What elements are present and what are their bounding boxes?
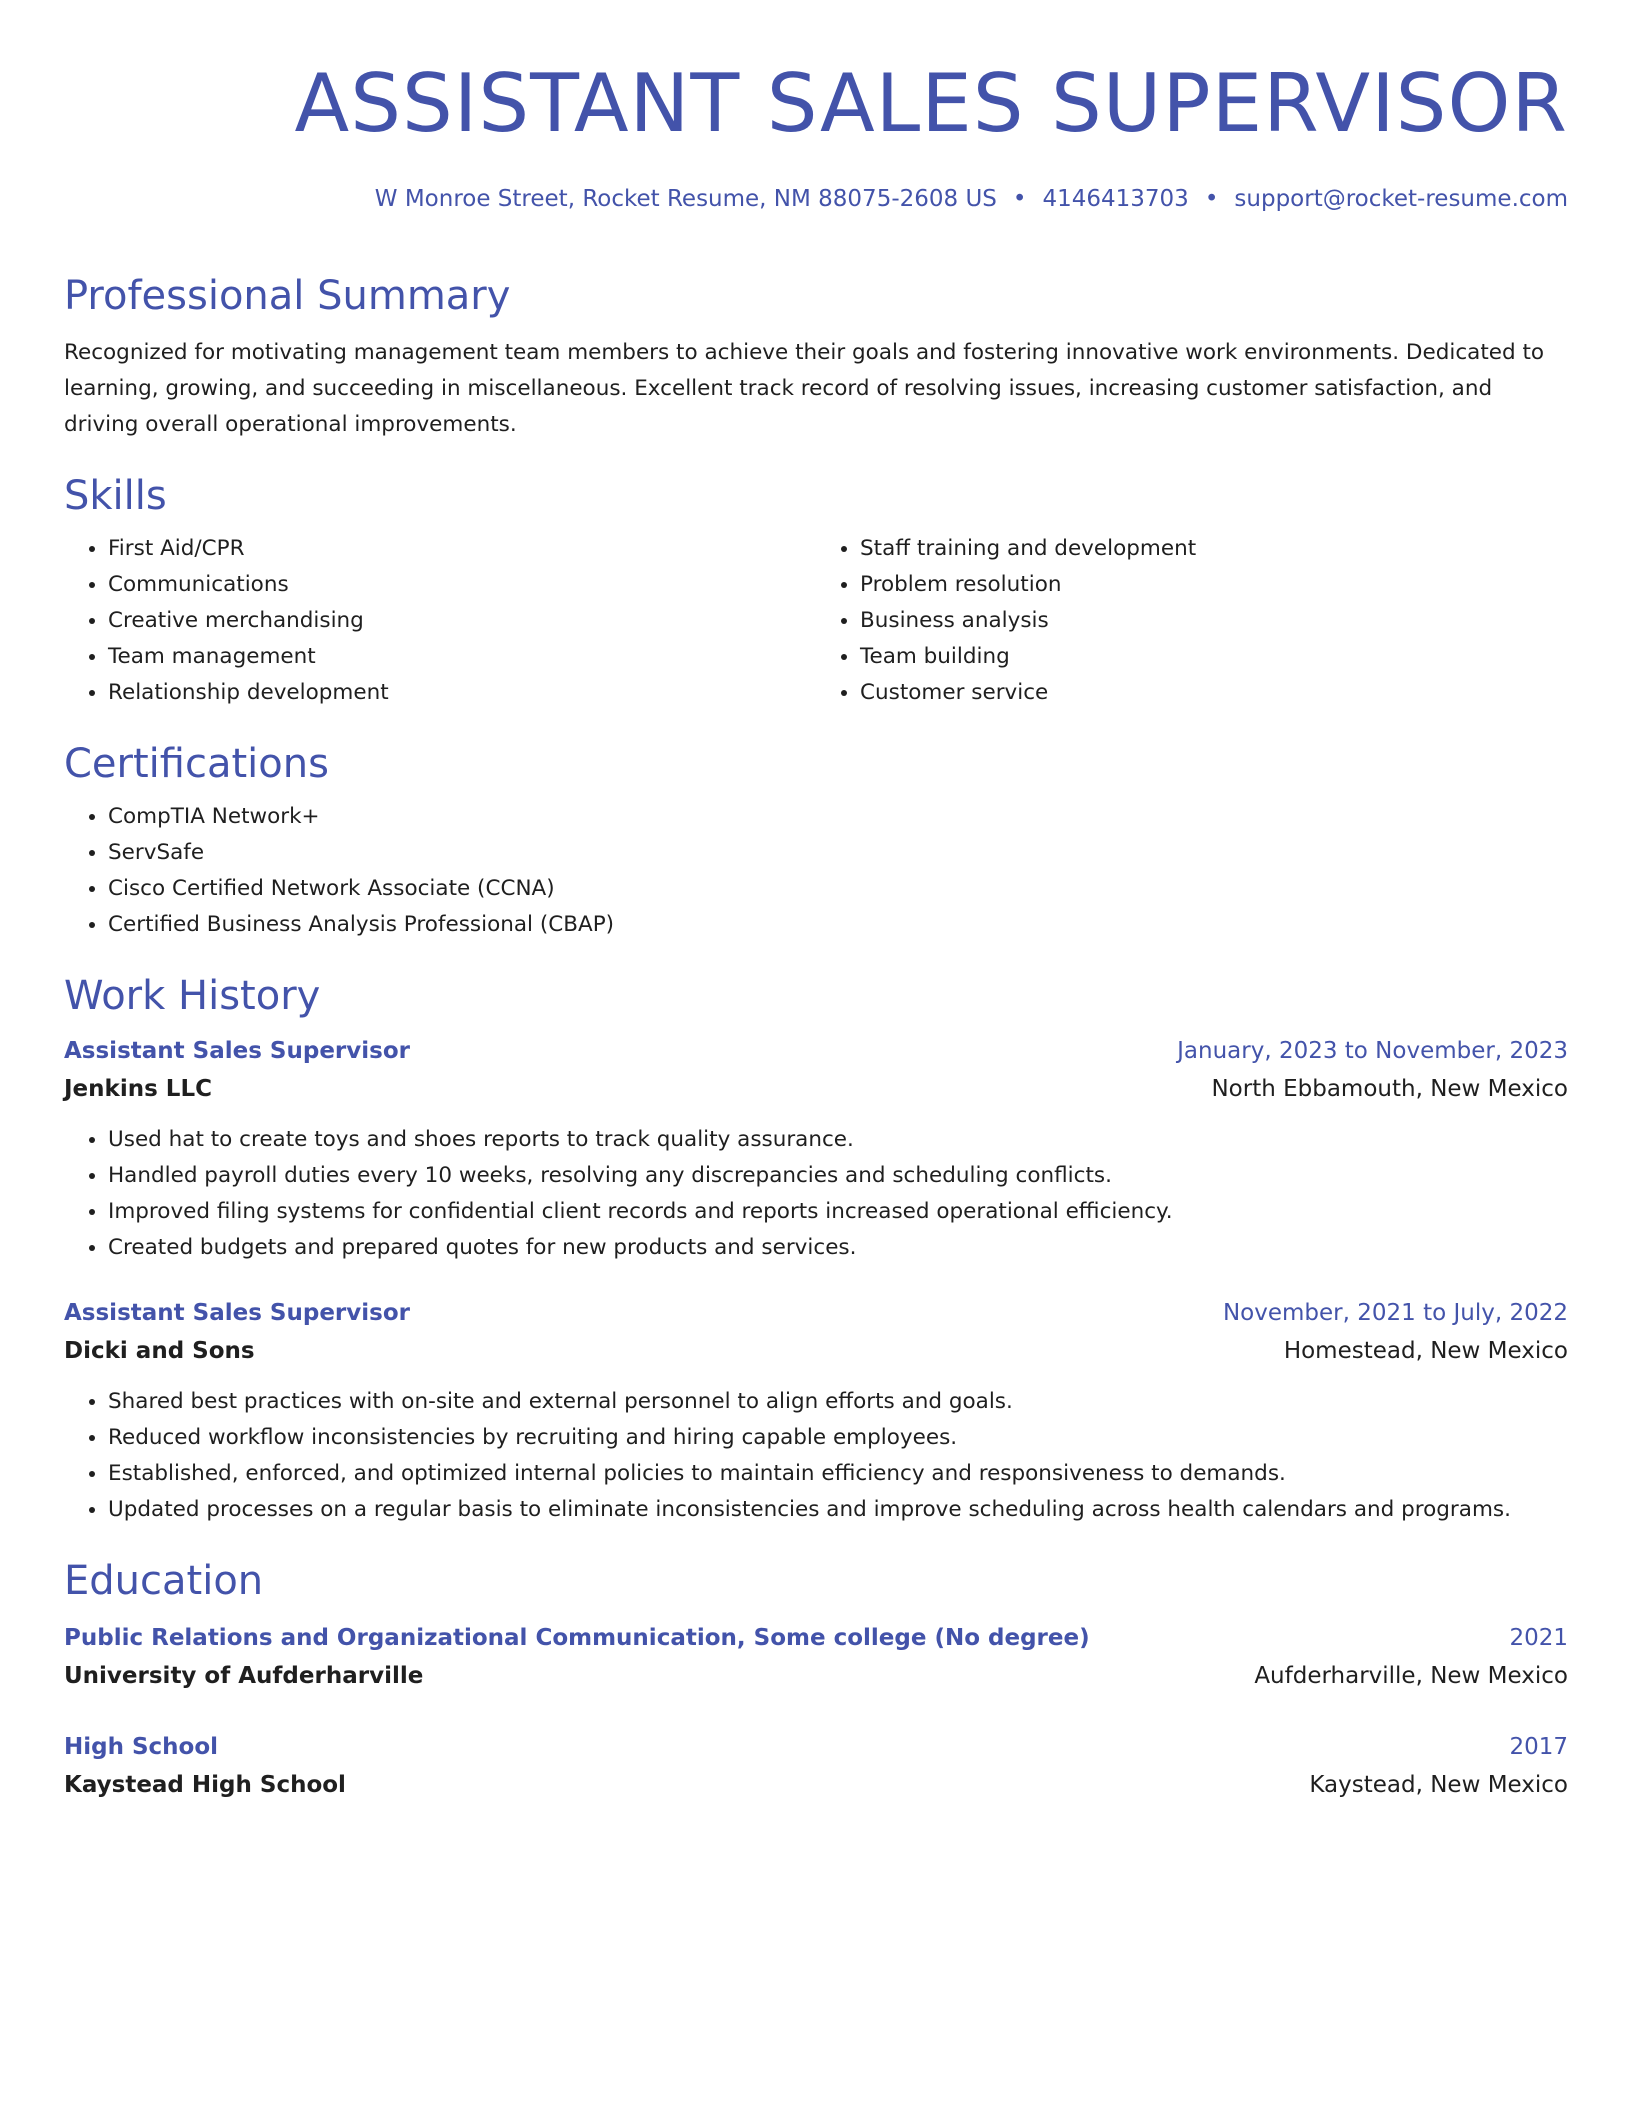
job-location: North Ebbamouth, New Mexico <box>1211 1076 1568 1102</box>
list-item: • Team management <box>108 639 816 675</box>
job-entry <box>64 1294 1568 1528</box>
contact-email[interactable]: support@rocket-resume.com <box>1234 186 1568 212</box>
contact-address: W Monroe Street, Rocket Resume, NM 88075-2608 US <box>374 186 997 212</box>
section-title-skills: Skills <box>64 473 167 519</box>
job-header-row <box>64 1032 1568 1070</box>
summary-text: Recognized for motivating management team members to achieve their goals and fostering innovative work environments. Dedicated to learning, growing, and succeeding in miscellaneous. Excellent track record of resolving issues, increasing customer satisfaction, and driving overall operational improvements. <box>64 340 1545 437</box>
education-school: Kaystead High School <box>64 1772 346 1798</box>
job-bullets <box>64 1384 1568 1528</box>
contact-separator: • <box>1204 186 1219 212</box>
list-item: • Problem resolution <box>860 567 1568 603</box>
list-item: • Improved filing systems for confidential client records and reports increased operational efficiency. <box>108 1194 1568 1230</box>
job-dates: January, 2023 to November, 2023 <box>1177 1038 1568 1064</box>
list-item: • Cisco Certified Network Associate (CCNA) <box>108 871 1568 907</box>
job-dates: November, 2021 to July, 2022 <box>1222 1300 1568 1326</box>
section-title-education: Education <box>64 1558 264 1604</box>
education-location: Aufderharville, New Mexico <box>1254 1663 1568 1689</box>
skills-grid <box>64 531 1568 711</box>
job-title: Assistant Sales Supervisor <box>64 1300 410 1326</box>
education-school-row <box>64 1657 1568 1695</box>
list-item: • Customer service <box>860 675 1568 711</box>
section-title-certifications: Certifications <box>64 741 329 787</box>
job-entry <box>64 1032 1568 1266</box>
list-item: • Certified Business Analysis Professional (CBAP) <box>108 907 1568 943</box>
education-degree: Public Relations and Organizational Communication, Some college (No degree) <box>64 1625 1090 1651</box>
job-title: Assistant Sales Supervisor <box>64 1038 410 1064</box>
education-entry <box>64 1728 1568 1804</box>
section-title-work-history: Work History <box>64 973 321 1019</box>
skills-list-left <box>64 531 816 711</box>
list-item: • Staff training and development <box>860 531 1568 567</box>
list-item: • Reduced workflow inconsistencies by recruiting and hiring capable employees. <box>108 1420 1568 1456</box>
list-item: • Created budgets and prepared quotes for new products and services. <box>108 1230 1568 1266</box>
contact-separator: • <box>1012 186 1027 212</box>
job-company: Dicki and Sons <box>64 1338 255 1364</box>
section-title-summary: Professional Summary <box>64 273 511 319</box>
list-item: • Communications <box>108 567 816 603</box>
list-item: • ServSafe <box>108 835 1568 871</box>
list-item: • Business analysis <box>860 603 1568 639</box>
list-item: • Creative merchandising <box>108 603 816 639</box>
list-item: • Handled payroll duties every 10 weeks, resolving any discrepancies and scheduling conflicts. <box>108 1158 1568 1194</box>
resume-name: ASSISTANT SALES SUPERVISOR <box>294 57 1568 150</box>
education-header-row <box>64 1619 1568 1657</box>
education-year: 2021 <box>1509 1625 1568 1651</box>
education-location: Kaystead, New Mexico <box>1309 1772 1568 1798</box>
education-header-row <box>64 1728 1568 1766</box>
list-item: • Used hat to create toys and shoes reports to track quality assurance. <box>108 1122 1568 1158</box>
list-item: • Shared best practices with on-site and external personnel to align efforts and goals. <box>108 1384 1568 1420</box>
list-item: • Updated processes on a regular basis to eliminate inconsistencies and improve scheduling across health calendars and programs. <box>108 1492 1568 1528</box>
contact-phone[interactable]: 4146413703 <box>1042 186 1189 212</box>
education-degree: High School <box>64 1734 219 1760</box>
education-entry <box>64 1619 1568 1695</box>
list-item: • Team building <box>860 639 1568 675</box>
job-company-row <box>64 1332 1568 1370</box>
education-school-row <box>64 1766 1568 1804</box>
job-bullets <box>64 1122 1568 1266</box>
education-school: University of Aufderharville <box>64 1663 424 1689</box>
job-company: Jenkins LLC <box>64 1076 212 1102</box>
certifications-list <box>64 799 1568 943</box>
list-item: • First Aid/CPR <box>108 531 816 567</box>
job-location: Homestead, New Mexico <box>1283 1338 1568 1364</box>
list-item: • CompTIA Network+ <box>108 799 1568 835</box>
list-item: • Relationship development <box>108 675 816 711</box>
job-header-row <box>64 1294 1568 1332</box>
contact-line <box>64 182 1568 216</box>
list-item: • Established, enforced, and optimized internal policies to maintain efficiency and responsiveness to demands. <box>108 1456 1568 1492</box>
skills-list-right <box>816 531 1568 711</box>
job-company-row <box>64 1070 1568 1108</box>
education-year: 2017 <box>1509 1734 1568 1760</box>
